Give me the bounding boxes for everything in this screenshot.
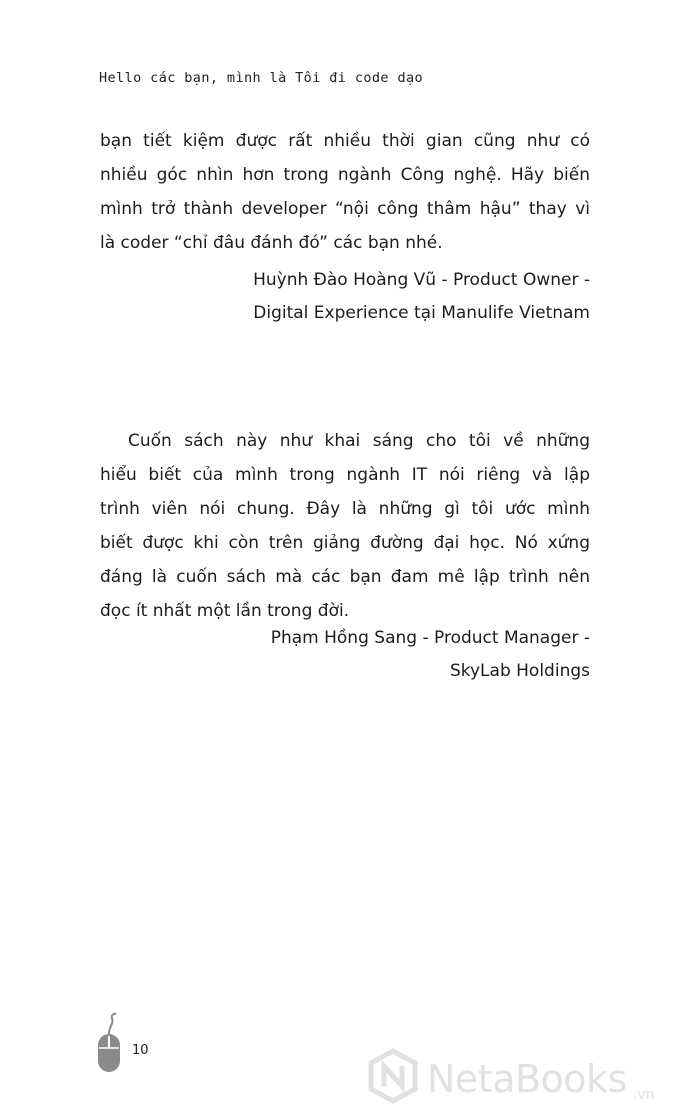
- watermark-text: NetaBooks: [427, 1056, 627, 1101]
- attribution-line: SkyLab Holdings: [449, 661, 590, 681]
- body-line: đáng là cuốn sách mà các bạn đam mê lập trình nên: [100, 567, 590, 587]
- body-line: biết được khi còn trên giảng đường đại học. Nó xứng: [100, 533, 590, 553]
- watermark: [365, 1048, 654, 1109]
- body-line: đọc ít nhất một lần trong đời.: [100, 601, 350, 621]
- computer-mouse-icon: [96, 1012, 122, 1079]
- body-line: trình viên nói chung. Đây là những gì tôi ước mình: [100, 499, 590, 519]
- testimonial-2-body: [100, 424, 590, 628]
- watermark-suffix: .vn: [632, 1087, 655, 1103]
- body-line: mình trở thành developer “nội công thâm hậu” thay vì: [100, 199, 590, 219]
- testimonial-1-attribution: [130, 264, 590, 330]
- page-number: 10: [132, 1043, 149, 1058]
- body-line: bạn tiết kiệm được rất nhiều thời gian cũng như có: [100, 131, 590, 151]
- testimonial-2-attribution: [130, 622, 590, 688]
- body-line: Cuốn sách này như khai sáng cho tôi về những: [128, 431, 590, 451]
- attribution-line: Digital Experience tại Manulife Vietnam: [253, 303, 590, 323]
- attribution-line: Huỳnh Đào Hoàng Vũ - Product Owner -: [253, 270, 590, 290]
- netabooks-logo-icon: [365, 1048, 421, 1109]
- body-line: là coder “chỉ đâu đánh đó” các bạn nhé.: [100, 233, 443, 253]
- body-line: hiểu biết của mình trong ngành IT nói riêng và lập: [100, 465, 590, 485]
- body-line: nhiều góc nhìn hơn trong ngành Công nghệ. Hãy biến: [100, 165, 590, 185]
- attribution-line: Phạm Hồng Sang - Product Manager -: [270, 628, 590, 648]
- running-header: Hello các bạn, mình là Tôi đi code dạo: [99, 70, 424, 86]
- testimonial-1-body: [100, 124, 590, 260]
